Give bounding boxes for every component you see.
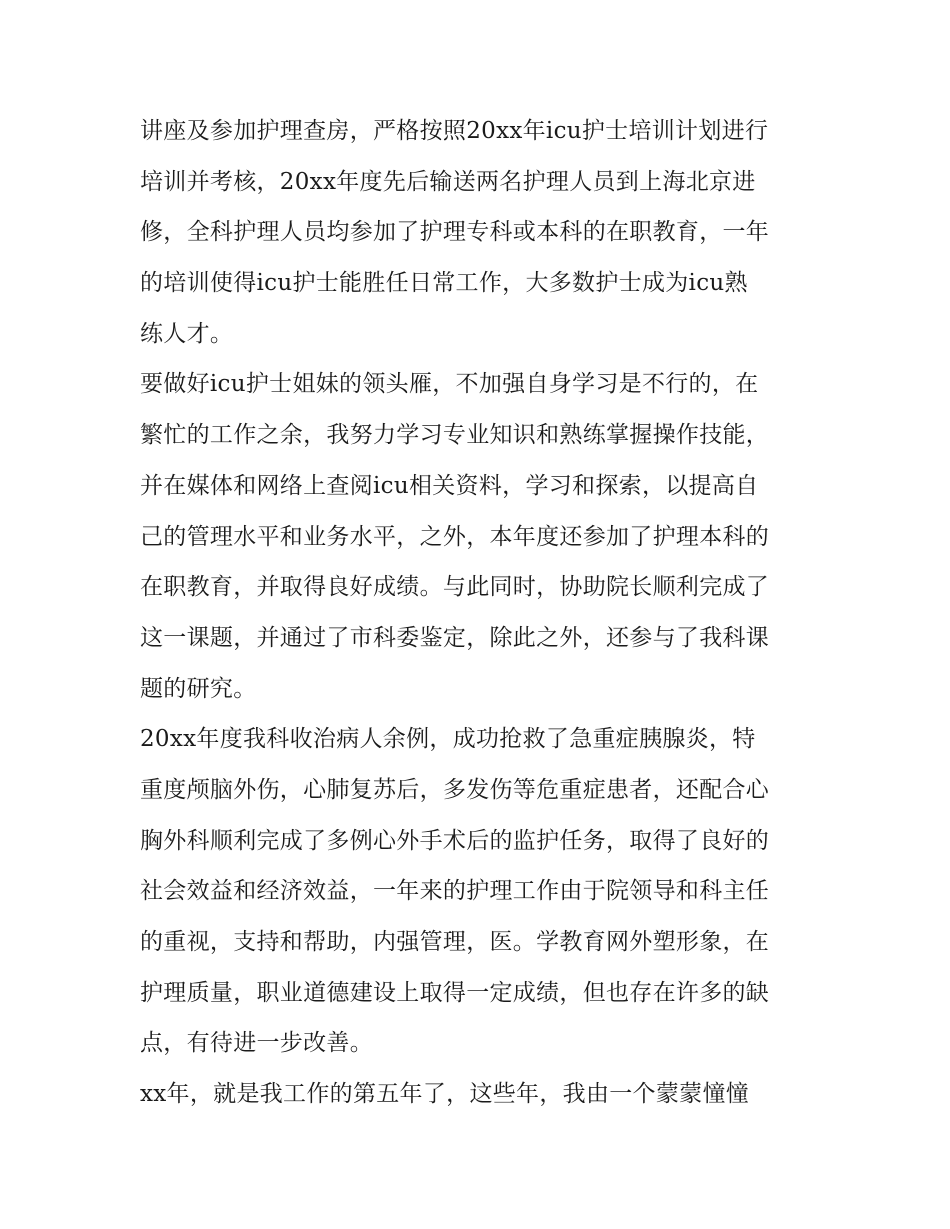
- text-line: 要做好icu护士姐妹的领头雁，不加强自身学习是不行的，在: [140, 371, 759, 398]
- text-line: 护理质量，职业道德建设上取得一定成绩，但也存在许多的缺: [140, 979, 770, 1006]
- text-line: 点，有待进一步改善。: [140, 1030, 373, 1057]
- text-line: 的重视，支持和帮助，内强管理，医。学教育网外塑形象，在: [140, 929, 770, 955]
- text-line: 繁忙的工作之余，我努力学习专业知识和熟练掌握操作技能，: [140, 422, 770, 449]
- text-line: 胸外科顺利完成了多例心外手术后的监护任务，取得了良好的: [140, 827, 770, 854]
- text-line: 修，全科护理人员均参加了护理专科或本科的在职教育，一年: [140, 219, 770, 246]
- text-line: 讲座及参加护理查房，严格按照20xx年icu护士培训计划进行: [140, 118, 769, 144]
- text-line: 的培训使得icu护士能胜任日常工作，大多数护士成为icu熟: [140, 270, 748, 297]
- text-line: 培训并考核，20xx年度先后输送两名护理人员到上海北京进: [140, 168, 756, 195]
- text-line: 己的管理水平和业务水平，之外，本年度还参加了护理本科的: [140, 523, 770, 550]
- text-line: 这一课题，并通过了市科委鉴定，除此之外，还参与了我科课: [140, 624, 770, 651]
- text-line: 社会效益和经济效益，一年来的护理工作由于院领导和科主任: [140, 878, 770, 905]
- document-body: [140, 106, 812, 1120]
- text-line: 20xx年度我科收治病人余例，成功抢救了急重症胰腺炎，特: [140, 726, 756, 753]
- text-line: 重度颅脑外伤，心肺复苏后，多发伤等危重症患者，还配合心: [140, 776, 770, 803]
- text-line: 练人才。: [140, 320, 234, 347]
- text-line: 题的研究。: [140, 675, 257, 702]
- text-line: 并在媒体和网络上查阅icu相关资料，学习和探索，以提高自: [140, 472, 759, 499]
- text-line: 在职教育，并取得良好成绩。与此同时，协助院长顺利完成了: [140, 574, 770, 601]
- text-line: xx年，就是我工作的第五年了，这些年，我由一个蒙蒙憧憧: [140, 1081, 750, 1108]
